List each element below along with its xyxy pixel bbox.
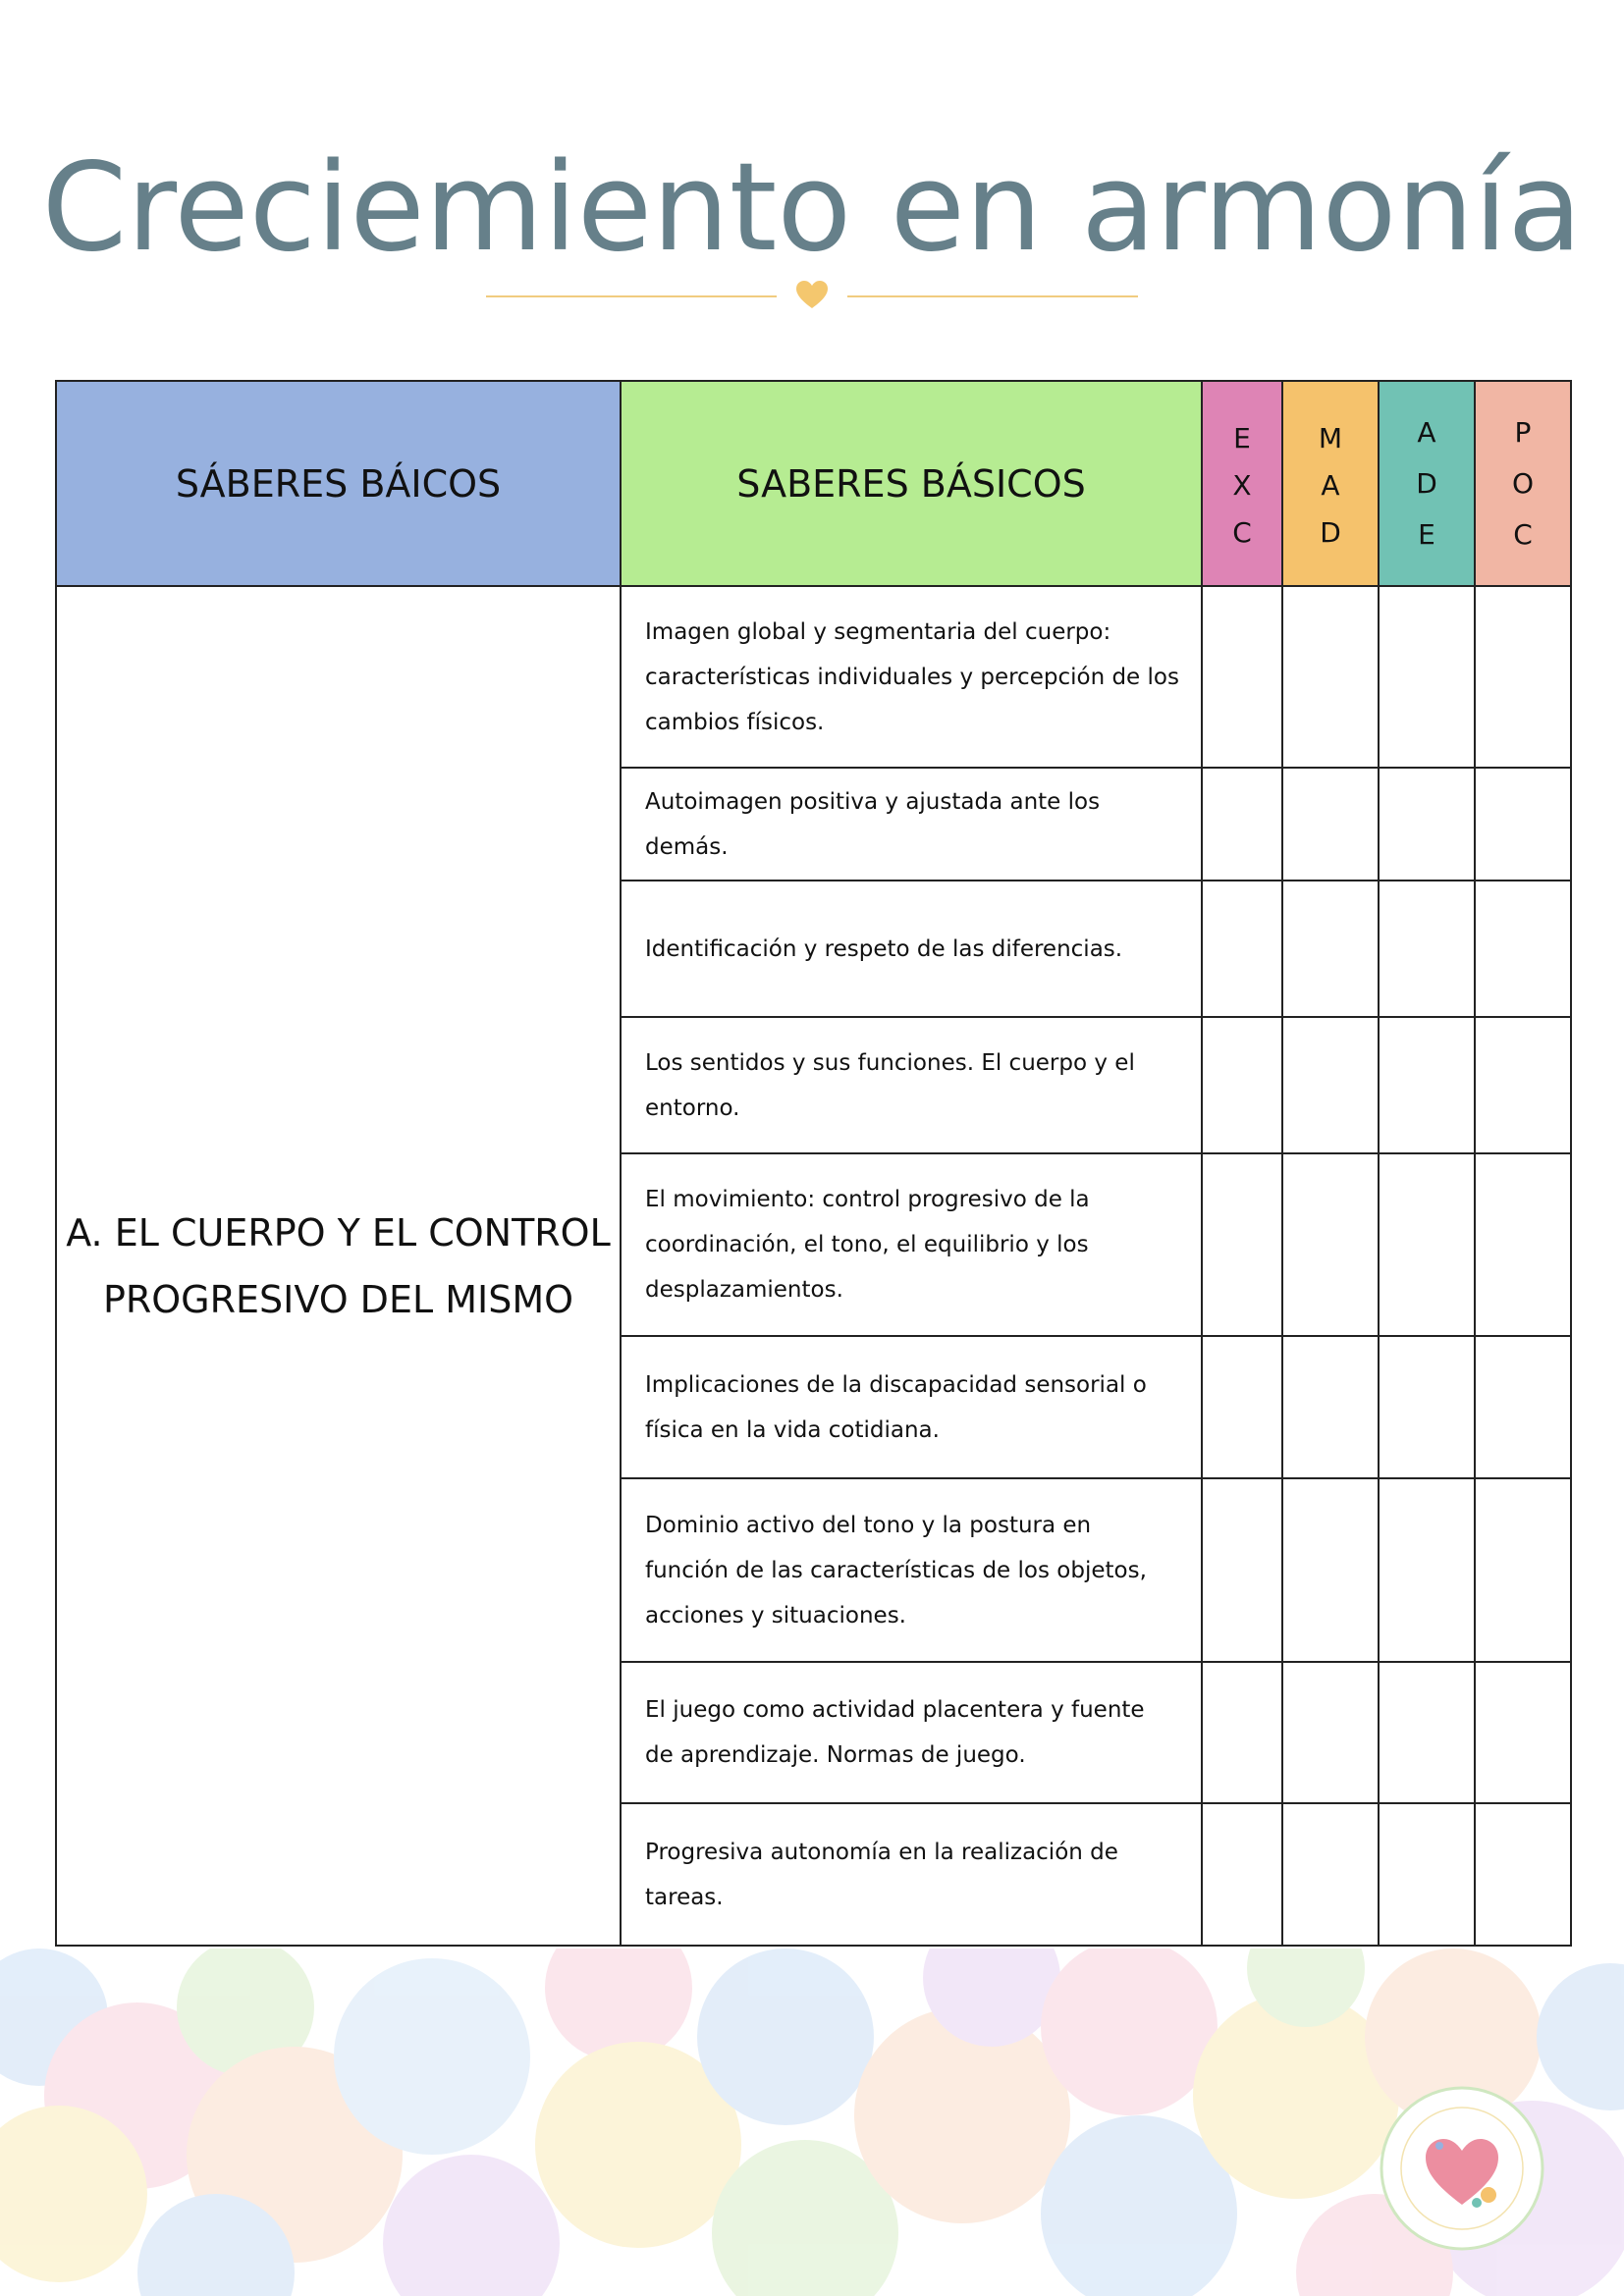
saber-item: Dominio activo del tono y la postura en función de las características de los objetos, acciones y situaciones.: [621, 1478, 1202, 1662]
poc-cell[interactable]: [1475, 768, 1571, 881]
logo-badge-icon: [1379, 2085, 1545, 2252]
ade-cell[interactable]: [1379, 1803, 1475, 1946]
rating-letter: P: [1514, 416, 1532, 449]
exc-cell[interactable]: [1202, 768, 1282, 881]
rating-letter: C: [1232, 516, 1252, 549]
header-rating-ade: [1379, 381, 1475, 586]
divider-line-left: [486, 295, 777, 297]
divider-line-right: [847, 295, 1138, 297]
brand-logo: [1379, 2085, 1545, 2252]
saber-item: Autoimagen positiva y ajustada ante los demás.: [621, 768, 1202, 881]
exc-cell[interactable]: [1202, 1336, 1282, 1478]
saber-item: Los sentidos y sus funciones. El cuerpo y el entorno.: [621, 1017, 1202, 1153]
ade-cell[interactable]: [1379, 1153, 1475, 1336]
header-area: SÁBERES BÁICOS: [56, 381, 621, 586]
mad-cell[interactable]: [1282, 1662, 1379, 1803]
table-header-row: [56, 381, 1571, 586]
poc-cell[interactable]: [1475, 1017, 1571, 1153]
header-rating-exc: [1202, 381, 1282, 586]
area-line-2: PROGRESIVO DEL MISMO: [102, 1277, 574, 1321]
page-title: Creciemiento en armonía: [41, 137, 1583, 279]
poc-cell[interactable]: [1475, 1336, 1571, 1478]
title-divider: [486, 277, 1138, 316]
mad-cell[interactable]: [1282, 586, 1379, 768]
rating-letter: A: [1417, 416, 1436, 449]
ade-cell[interactable]: [1379, 586, 1475, 768]
header-saberes: SABERES BÁSICOS: [621, 381, 1202, 586]
poc-cell[interactable]: [1475, 1662, 1571, 1803]
saber-item: Identificación y respeto de las diferencias.: [621, 881, 1202, 1017]
evaluation-table: [55, 380, 1572, 1947]
ade-cell[interactable]: [1379, 881, 1475, 1017]
poc-cell[interactable]: [1475, 881, 1571, 1017]
poc-cell[interactable]: [1475, 586, 1571, 768]
mad-cell[interactable]: [1282, 1336, 1379, 1478]
exc-cell[interactable]: [1202, 586, 1282, 768]
mad-cell[interactable]: [1282, 881, 1379, 1017]
rating-letter: E: [1233, 422, 1251, 454]
ade-cell[interactable]: [1379, 1662, 1475, 1803]
saber-item: Imagen global y segmentaria del cuerpo: características individuales y percepción de los cambios físicos.: [621, 586, 1202, 768]
exc-cell[interactable]: [1202, 1017, 1282, 1153]
rating-letter: C: [1513, 518, 1533, 551]
rating-letter: M: [1318, 422, 1343, 454]
mad-cell[interactable]: [1282, 1478, 1379, 1662]
mad-cell[interactable]: [1282, 1153, 1379, 1336]
saber-item: El juego como actividad placentera y fuente de aprendizaje. Normas de juego.: [621, 1662, 1202, 1803]
saber-item: El movimiento: control progresivo de la coordinación, el tono, el equilibrio y los desplazamientos.: [621, 1153, 1202, 1336]
poc-cell[interactable]: [1475, 1478, 1571, 1662]
mad-cell[interactable]: [1282, 768, 1379, 881]
exc-cell[interactable]: [1202, 1478, 1282, 1662]
header-rating-mad: [1282, 381, 1379, 586]
rating-letter: X: [1232, 469, 1252, 502]
rating-letter: O: [1511, 467, 1535, 500]
poc-cell[interactable]: [1475, 1803, 1571, 1946]
table-row: [56, 586, 1571, 768]
area-cell: [56, 586, 621, 1946]
ade-cell[interactable]: [1379, 1478, 1475, 1662]
saber-item: Progresiva autonomía en la realización de tareas.: [621, 1803, 1202, 1946]
area-line-1: A. EL CUERPO Y EL CONTROL: [66, 1210, 611, 1255]
rating-letter: D: [1320, 516, 1341, 549]
rating-letter: A: [1321, 469, 1340, 502]
header-rating-poc: [1475, 381, 1571, 586]
mad-cell[interactable]: [1282, 1017, 1379, 1153]
exc-cell[interactable]: [1202, 1153, 1282, 1336]
saber-item: Implicaciones de la discapacidad sensorial o física en la vida cotidiana.: [621, 1336, 1202, 1478]
poc-cell[interactable]: [1475, 1153, 1571, 1336]
mad-cell[interactable]: [1282, 1803, 1379, 1946]
exc-cell[interactable]: [1202, 1803, 1282, 1946]
heart-icon: [795, 279, 829, 312]
rating-letter: D: [1416, 467, 1437, 500]
ade-cell[interactable]: [1379, 1017, 1475, 1153]
ade-cell[interactable]: [1379, 1336, 1475, 1478]
exc-cell[interactable]: [1202, 1662, 1282, 1803]
rating-letter: E: [1418, 518, 1435, 551]
ade-cell[interactable]: [1379, 768, 1475, 881]
exc-cell[interactable]: [1202, 881, 1282, 1017]
